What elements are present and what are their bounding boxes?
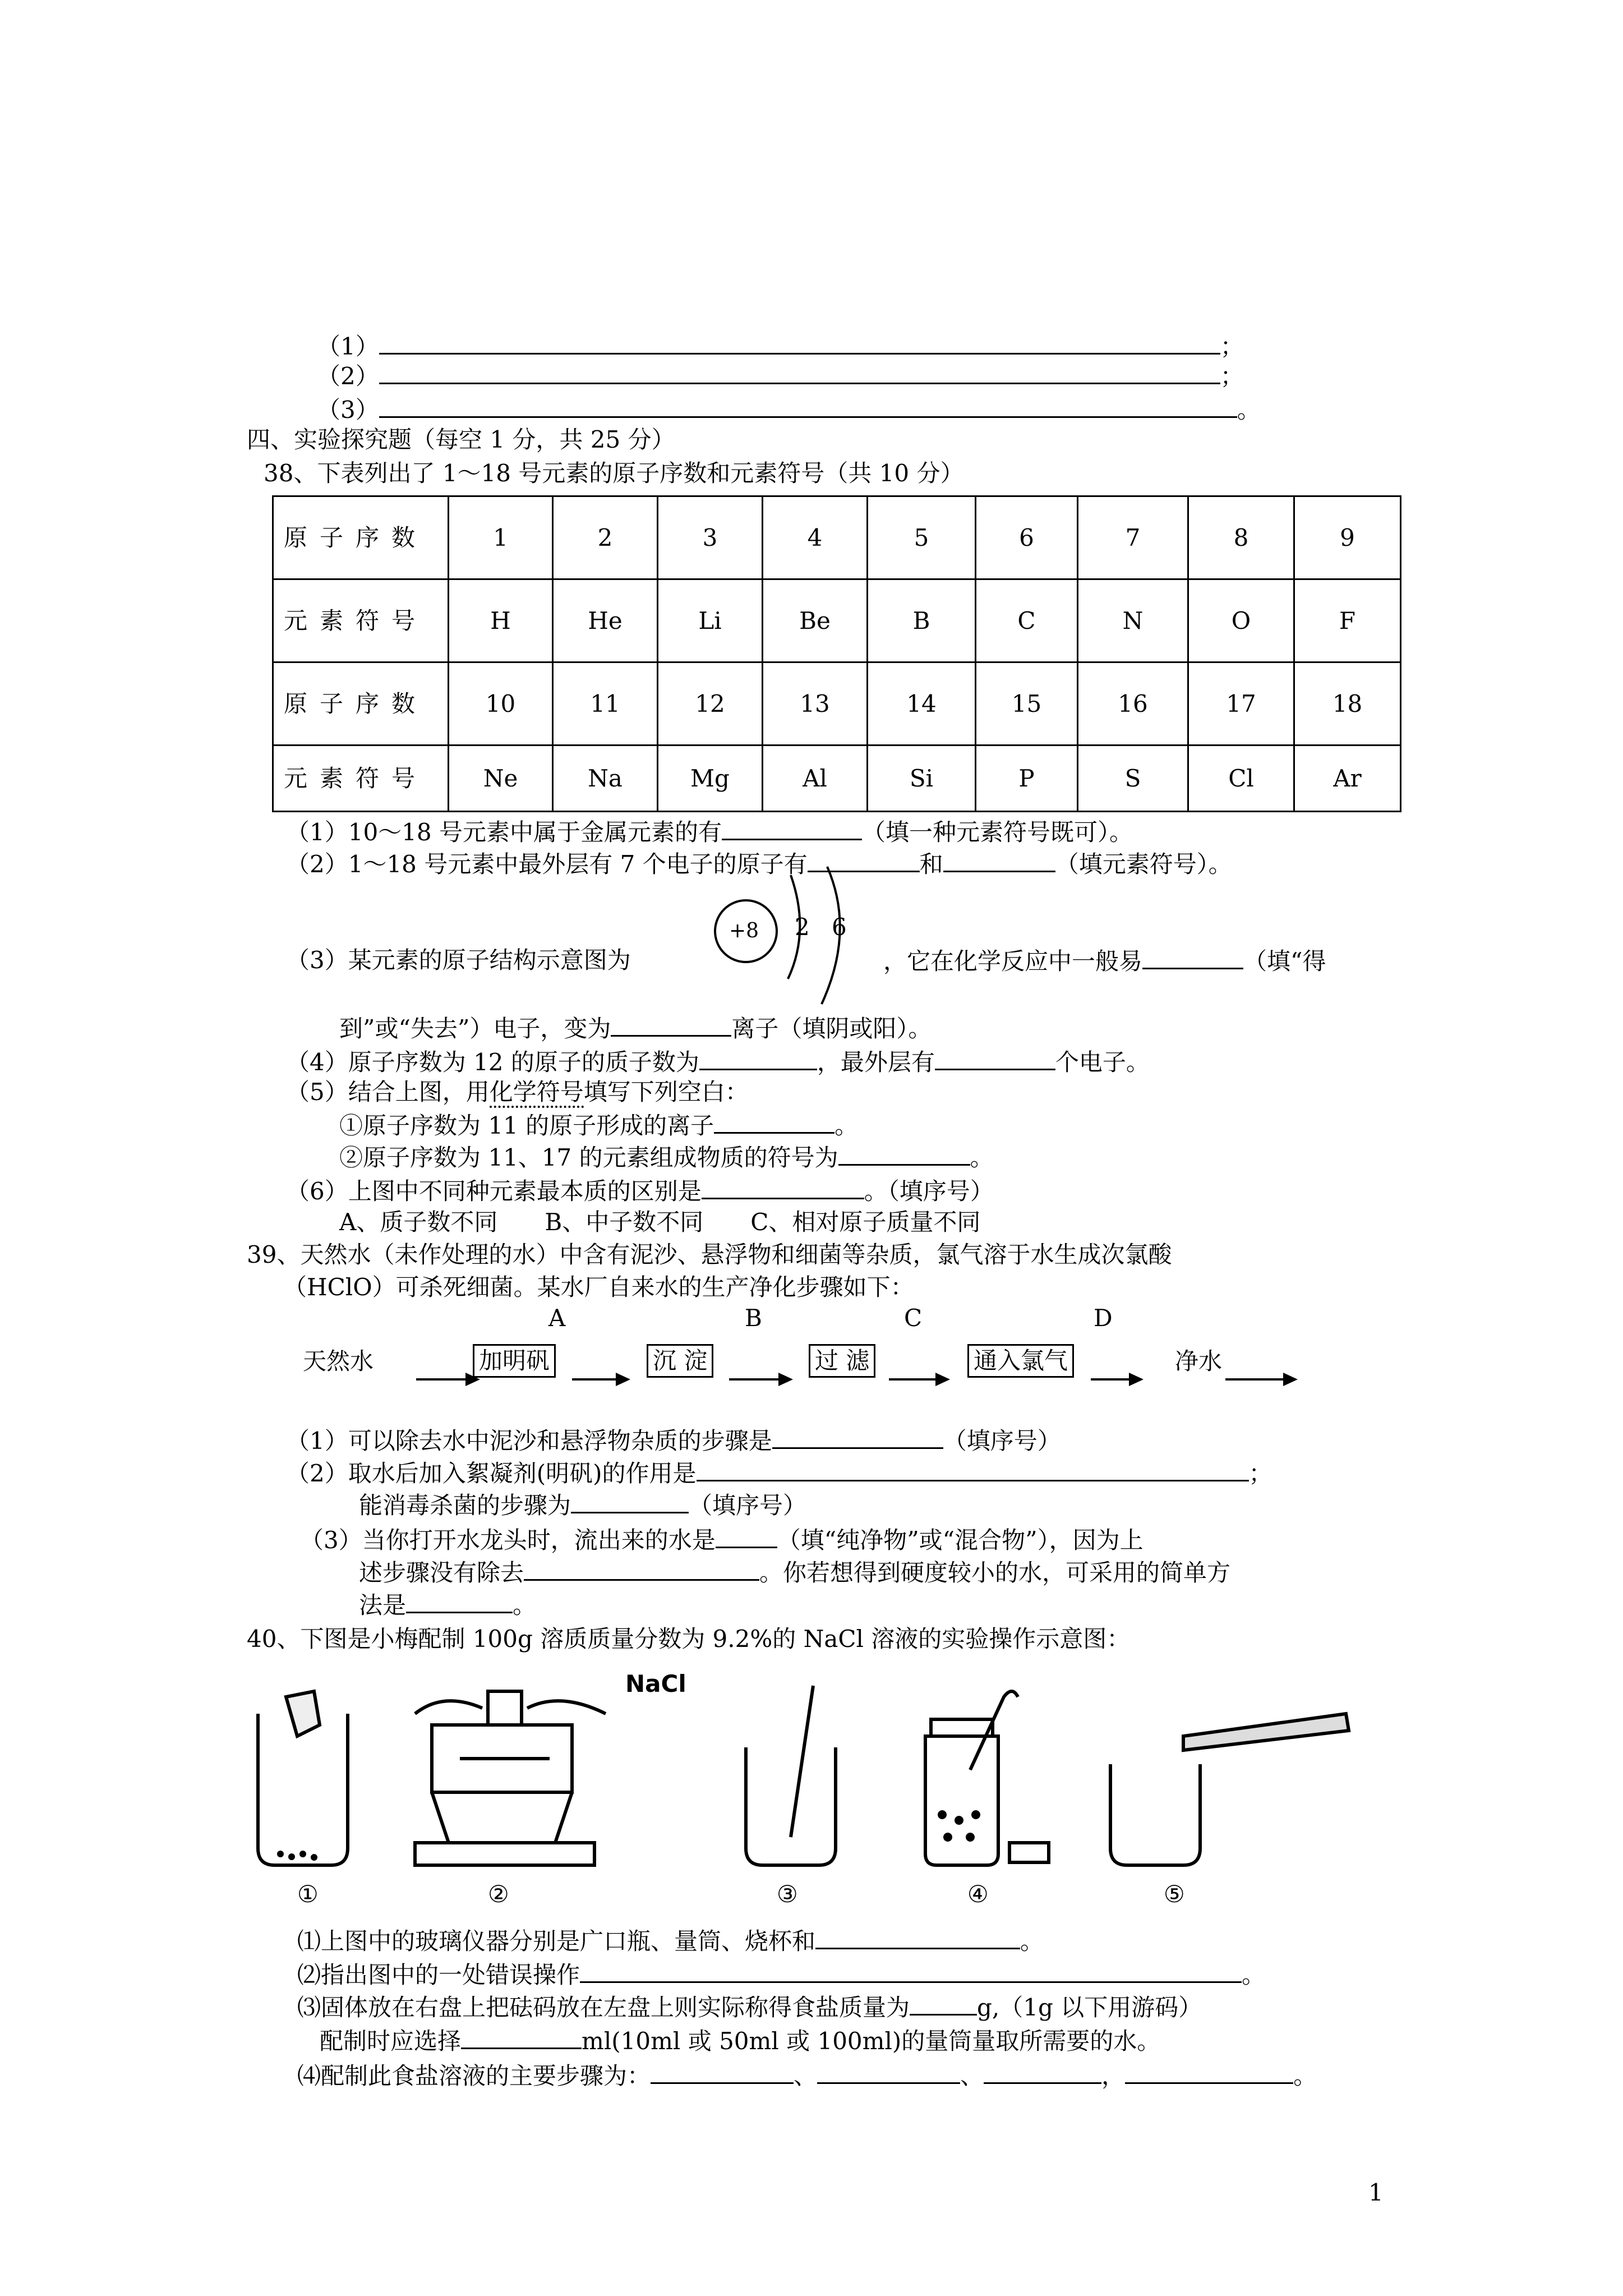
flow-arrow: [889, 1378, 948, 1381]
q38-part4: （4）原子序数为 12 的原子的质子数为 ，最外层有 个电子。: [286, 1046, 1150, 1078]
answer-blank[interactable]: [943, 848, 1055, 872]
answer-blank[interactable]: [838, 1142, 970, 1166]
answer-blank[interactable]: [406, 1589, 513, 1613]
answer-blank[interactable]: [772, 1425, 943, 1449]
answer-blank[interactable]: [722, 816, 862, 840]
q40-part3: ⑶固体放在右盘上把砝码放在左盘上则实际称得食盐质量为 g,（1g 以下用游码）: [297, 1991, 1202, 2023]
q38-part6-options: A、质子数不同 B、中子数不同 C、相对原子质量不同: [339, 1208, 981, 1236]
answer-blank[interactable]: [697, 1457, 1249, 1481]
answer-blank[interactable]: [817, 2060, 960, 2084]
q39-part3c: 法是 。: [359, 1589, 536, 1621]
flow-step-b: 沉 淀: [647, 1344, 713, 1378]
q39-part2b: 能消毒杀菌的步骤为 （填序号）: [359, 1489, 806, 1521]
answer-blank[interactable]: [379, 360, 1220, 384]
figure-step-5: ⑤: [1164, 1880, 1185, 1908]
figure-step-2: ②: [488, 1880, 509, 1908]
atom-shell2-electrons: 6: [832, 913, 847, 941]
figure-step-1: ①: [297, 1880, 319, 1908]
line-label: （2）: [317, 362, 379, 390]
flow-arrow: [1225, 1378, 1295, 1381]
table-header: 元素符号: [273, 746, 449, 812]
q38-part3: （3）某元素的原子结构示意图为: [286, 946, 631, 974]
flow-arrow: [416, 1378, 478, 1381]
flow-step-c: 过 滤: [809, 1344, 875, 1378]
answer-blank[interactable]: [461, 2025, 582, 2049]
question-39-title-2: （HClO）可杀死细菌。某水厂自来水的生产净化步骤如下：: [283, 1273, 914, 1301]
question-38-title: 38、下表列出了 1～18 号元素的原子序数和元素符号（共 10 分）: [264, 459, 964, 487]
figure-step-3: ③: [777, 1880, 798, 1908]
answer-blank[interactable]: [580, 1959, 1242, 1983]
flow-letter-a: A: [548, 1304, 566, 1332]
answer-blank[interactable]: [984, 2060, 1101, 2084]
q39-part3b: 述步骤没有除去 。你若想得到硬度较小的水，可采用的简单方: [359, 1557, 1230, 1588]
answer-blank[interactable]: [714, 1110, 834, 1134]
flow-start: 天然水: [303, 1347, 374, 1375]
answer-blank[interactable]: [571, 1489, 689, 1513]
table-header: 元素符号: [273, 579, 449, 662]
q38-part6: （6）上图中不同种元素最本质的区别是 。（填序号）: [286, 1175, 994, 1207]
q38-part5-2: ②原子序数为 11、17 的元素组成物质的符号为 。: [339, 1142, 994, 1173]
answer-blank[interactable]: [524, 1557, 759, 1581]
table-header: 原子序数: [273, 496, 449, 579]
question-39-title: 39、天然水（未作处理的水）中含有泥沙、悬浮物和细菌等杂质，氯气溶于水生成次氯酸: [247, 1241, 1172, 1268]
answer-blank[interactable]: [699, 1046, 817, 1070]
flow-arrow: [729, 1378, 791, 1381]
flow-arrow: [1091, 1378, 1141, 1381]
answer-line-1: （1） ；: [317, 330, 1244, 362]
q38-part1: （1）10～18 号元素中属于金属元素的有 （填一种元素符号既可）。: [286, 816, 1133, 848]
answer-blank[interactable]: [379, 330, 1220, 355]
table-row: 原子序数 10 11 12 13 14 15 16 17 18: [273, 662, 1401, 746]
table-header: 原子序数: [273, 662, 449, 746]
answer-blank[interactable]: [935, 1046, 1055, 1070]
answer-blank[interactable]: [815, 1925, 1020, 1949]
flow-step-d: 通入氯气: [967, 1344, 1074, 1378]
table-row: 原子序数 1 2 3 4 5 6 7 8 9: [273, 496, 1401, 579]
nacl-label: NaCl: [625, 1670, 686, 1697]
q38-part3-cont: ，它在化学反应中一般易 （填“得: [883, 945, 1326, 977]
q39-part1: （1）可以除去水中泥沙和悬浮物杂质的步骤是 （填序号）: [286, 1425, 1061, 1456]
answer-blank[interactable]: [716, 1524, 777, 1548]
atom-shell1-electrons: 2: [795, 913, 810, 941]
flow-arrow: [572, 1378, 628, 1381]
element-table: [272, 495, 1401, 812]
flow-letter-b: B: [745, 1304, 762, 1332]
q38-part2: （2）1～18 号元素中最外层有 7 个电子的原子有 和 （填元素符号）。: [286, 848, 1232, 880]
table-row: 元素符号 Ne Na Mg Al Si P S Cl Ar: [273, 746, 1401, 812]
page-number: 1: [1368, 2179, 1384, 2206]
section-title: 四、实验探究题（每空 1 分，共 25 分）: [247, 426, 675, 453]
answer-blank[interactable]: [702, 1175, 864, 1199]
flow-step-a: 加明矾: [473, 1344, 556, 1378]
q38-part3-line2: 到”或“失去”）电子，变为 离子（填阴或阳）。: [339, 1013, 932, 1044]
q38-part5: （5）结合上图，用化学符号填写下列空白：: [286, 1077, 749, 1107]
q40-part3b: 配制时应选择 ml(10ml 或 50ml 或 100ml)的量筒量取所需要的水。: [320, 2025, 1160, 2056]
q39-part3: （3）当你打开水龙头时，流出来的水是 （填“纯净物”或“混合物”），因为上: [300, 1524, 1144, 1556]
answer-blank[interactable]: [651, 2060, 794, 2084]
q40-part1: ⑴上图中的玻璃仪器分别是广口瓶、量筒、烧杯和 。: [297, 1925, 1044, 1957]
q39-part2: （2）取水后加入絮凝剂(明矾)的作用是 ；: [286, 1457, 1272, 1489]
atom-nucleus-label: +8: [729, 919, 759, 942]
flow-letter-c: C: [904, 1304, 923, 1332]
line-label: （1）: [317, 333, 379, 360]
answer-line-2: （2） ；: [317, 360, 1244, 392]
answer-blank[interactable]: [1125, 2060, 1293, 2084]
table-row: 元素符号 H He Li Be B C N O F: [273, 579, 1401, 662]
answer-blank[interactable]: [611, 1013, 731, 1037]
lab-procedure-figure: [247, 1680, 1413, 1938]
answer-blank[interactable]: [910, 1991, 977, 2016]
line-label: （3）: [317, 396, 379, 424]
answer-line-3: （3） 。: [317, 394, 1261, 425]
flow-letter-d: D: [1094, 1304, 1113, 1332]
answer-blank[interactable]: [379, 394, 1237, 418]
q40-part4: ⑷配制此食盐溶液的主要步骤为： 、 、 ， 。: [297, 2060, 1317, 2091]
q38-part5-1: ①原子序数为 11 的原子形成的离子 。: [339, 1110, 858, 1141]
q40-part2: ⑵指出图中的一处错误操作 。: [297, 1959, 1265, 1990]
question-40-title: 40、下图是小梅配制 100g 溶质质量分数为 9.2%的 NaCl 溶液的实验操作示意图：: [247, 1625, 1131, 1653]
flow-end: 净水: [1175, 1347, 1223, 1375]
answer-blank[interactable]: [1142, 945, 1243, 969]
figure-step-4: ④: [967, 1880, 989, 1908]
